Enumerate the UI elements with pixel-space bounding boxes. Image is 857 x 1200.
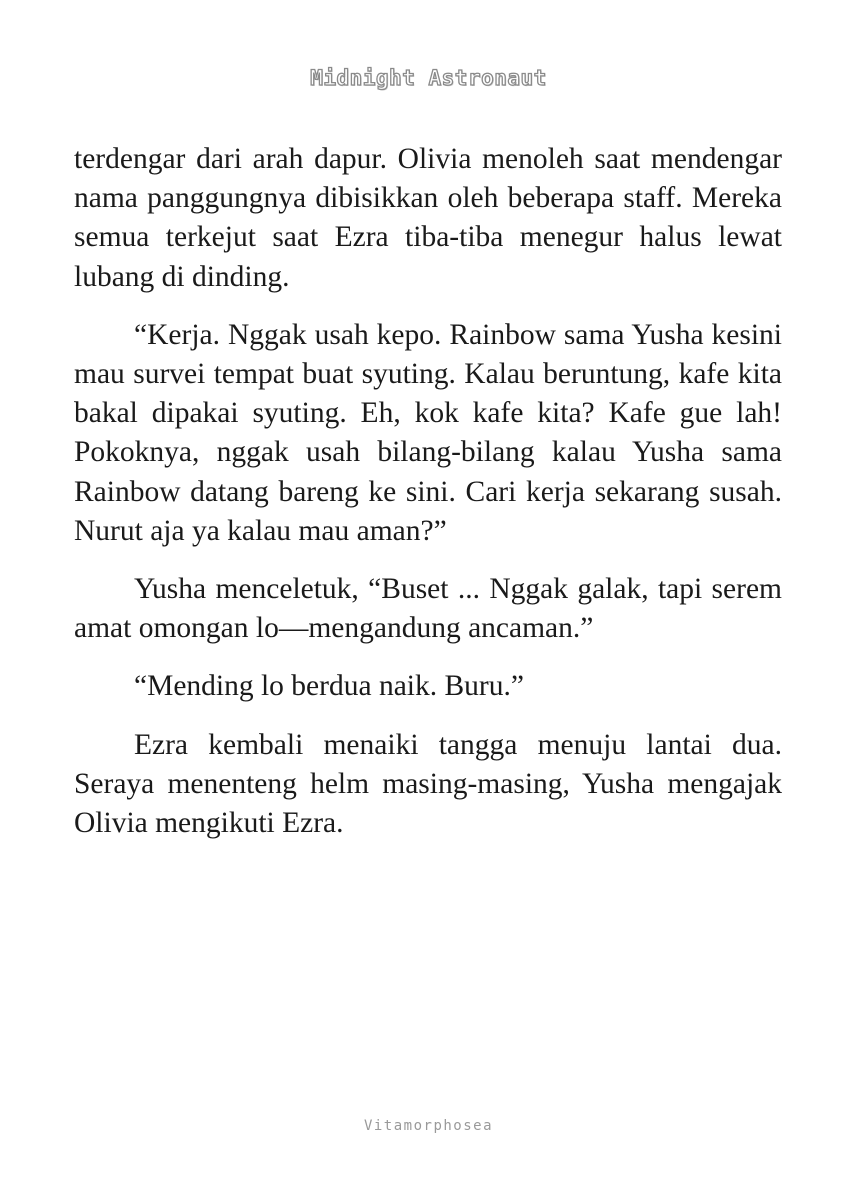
running-header-title: Midnight Astronaut xyxy=(310,66,547,90)
paragraph-4: “Mending lo berdua naik. Buru.” xyxy=(134,670,524,703)
footer-author: Vitamorphosea xyxy=(363,1118,494,1134)
paragraph-1: terdengar dari arah dapur. Olivia menoleh saat mendengar nama panggungnya dibisikkan oleh beberapa staff. Mereka semua terkejut saat Ezra tiba-tiba menegur halus lewat lubang di dinding. xyxy=(74,143,782,293)
body-text xyxy=(74,140,782,862)
paragraph-2: “Kerja. Nggak usah kepo. Rainbow sama Yusha kesini mau survei tempat buat syuting. Kalau beruntung, kafe kita bakal dipakai syuting. Eh, kok kafe kita? Kafe gue lah! Pokoknya, nggak usah bilang-bilang kalau Yusha sama Rainbow datang bareng ke sini. Cari kerja sekarang susah. Nurut aja ya kalau mau aman?” xyxy=(74,318,782,547)
paragraph-5: Ezra kembali menaiki tangga menuju lantai dua. Seraya menenteng helm masing-masing, Yusha mengajak Olivia mengikuti Ezra. xyxy=(74,728,782,840)
paragraph-3: Yusha menceletuk, “Buset ... Nggak galak, tapi serem amat omongan lo—mengandung ancaman.” xyxy=(74,573,782,645)
